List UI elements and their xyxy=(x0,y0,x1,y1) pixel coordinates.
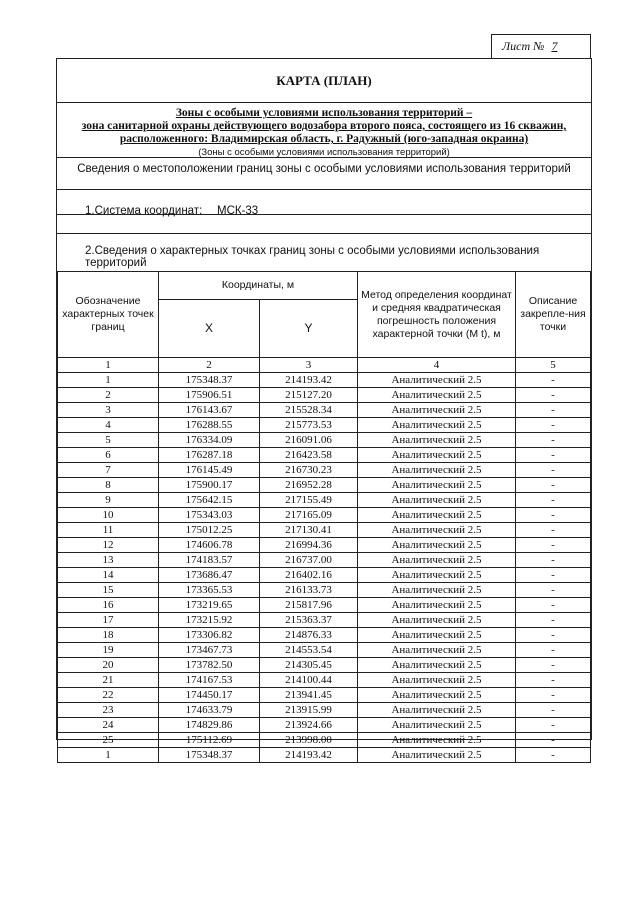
description-cell: - xyxy=(516,748,591,763)
x-coord-cell: 175900.17 xyxy=(159,478,260,493)
zone-line-3: расположенного: Владимирская область, г. Радужный (юго-западная окраина) xyxy=(119,133,529,145)
method-cell: Аналитический 2.5 xyxy=(358,688,516,703)
y-coord-cell: 214305.45 xyxy=(260,658,358,673)
point-id-cell: 6 xyxy=(58,448,159,463)
table-row xyxy=(58,523,591,538)
table-row xyxy=(58,628,591,643)
y-coord-cell: 217130.41 xyxy=(260,523,358,538)
description-cell: - xyxy=(516,673,591,688)
y-coord-cell: 216994.36 xyxy=(260,538,358,553)
table-row xyxy=(58,508,591,523)
point-id-cell: 17 xyxy=(58,613,159,628)
x-coord-cell: 174606.78 xyxy=(159,538,260,553)
y-coord-cell: 214193.42 xyxy=(260,373,358,388)
column-number-cell: 5 xyxy=(516,358,591,373)
x-coord-cell: 174633.79 xyxy=(159,703,260,718)
point-id-cell: 2 xyxy=(58,388,159,403)
point-id-cell: 8 xyxy=(58,478,159,493)
table-row xyxy=(58,433,591,448)
method-cell: Аналитический 2.5 xyxy=(358,718,516,733)
table-row xyxy=(58,748,591,763)
sheet-number: 7 xyxy=(551,39,558,53)
x-coord-cell: 173467.73 xyxy=(159,643,260,658)
method-cell: Аналитический 2.5 xyxy=(358,703,516,718)
x-coord-cell: 174450.17 xyxy=(159,688,260,703)
description-cell: - xyxy=(516,448,591,463)
method-cell: Аналитический 2.5 xyxy=(358,403,516,418)
table-row xyxy=(58,418,591,433)
point-id-cell: 23 xyxy=(58,703,159,718)
description-cell: - xyxy=(516,718,591,733)
method-cell: Аналитический 2.5 xyxy=(358,418,516,433)
point-id-cell: 4 xyxy=(58,418,159,433)
y-coord-cell: 214876.33 xyxy=(260,628,358,643)
method-cell: Аналитический 2.5 xyxy=(358,463,516,478)
method-cell: Аналитический 2.5 xyxy=(358,448,516,463)
header-method: Метод определения координат и средняя квадратическая погрешность положения характерной точки (M t), м xyxy=(358,272,516,358)
page-title: КАРТА (ПЛАН) xyxy=(57,59,591,103)
x-coord-cell: 175012.25 xyxy=(159,523,260,538)
point-id-cell: 11 xyxy=(58,523,159,538)
y-coord-cell: 213941.45 xyxy=(260,688,358,703)
description-cell: - xyxy=(516,523,591,538)
y-coord-cell: 215528.34 xyxy=(260,403,358,418)
method-cell: Аналитический 2.5 xyxy=(358,643,516,658)
x-coord-cell: 174183.57 xyxy=(159,553,260,568)
header-x: X xyxy=(159,300,260,358)
table-row xyxy=(58,478,591,493)
y-coord-cell: 215773.53 xyxy=(260,418,358,433)
x-coord-cell: 176287.18 xyxy=(159,448,260,463)
x-coord-cell: 174829.86 xyxy=(159,718,260,733)
y-coord-cell: 213998.00 xyxy=(260,733,358,748)
column-number-cell: 3 xyxy=(260,358,358,373)
x-coord-cell: 175343.03 xyxy=(159,508,260,523)
point-id-cell: 1 xyxy=(58,748,159,763)
header-coordinates: Координаты, м xyxy=(159,272,358,300)
point-id-cell: 10 xyxy=(58,508,159,523)
description-cell: - xyxy=(516,373,591,388)
column-number-cell: 1 xyxy=(58,358,159,373)
table-row xyxy=(58,643,591,658)
header-description: Описание закрепле-ния точки xyxy=(516,272,591,358)
y-coord-cell: 213924.66 xyxy=(260,718,358,733)
x-coord-cell: 175348.37 xyxy=(159,373,260,388)
x-coord-cell: 173215.92 xyxy=(159,613,260,628)
method-cell: Аналитический 2.5 xyxy=(358,658,516,673)
y-coord-cell: 215127.20 xyxy=(260,388,358,403)
description-cell: - xyxy=(516,418,591,433)
description-cell: - xyxy=(516,583,591,598)
x-coord-cell: 173219.65 xyxy=(159,598,260,613)
description-cell: - xyxy=(516,643,591,658)
zone-description xyxy=(57,103,591,215)
x-coord-cell: 173365.53 xyxy=(159,583,260,598)
table-row xyxy=(58,673,591,688)
point-id-cell: 16 xyxy=(58,598,159,613)
y-coord-cell: 214193.42 xyxy=(260,748,358,763)
point-id-cell: 1 xyxy=(58,373,159,388)
description-cell: - xyxy=(516,598,591,613)
point-id-cell: 12 xyxy=(58,538,159,553)
table-row xyxy=(58,388,591,403)
column-number-cell: 2 xyxy=(159,358,260,373)
divider xyxy=(57,189,591,190)
point-id-cell: 24 xyxy=(58,718,159,733)
x-coord-cell: 175642.15 xyxy=(159,493,260,508)
method-cell: Аналитический 2.5 xyxy=(358,373,516,388)
description-cell: - xyxy=(516,703,591,718)
x-coord-cell: 175348.37 xyxy=(159,748,260,763)
table-row xyxy=(58,598,591,613)
x-coord-cell: 173306.82 xyxy=(159,628,260,643)
table-row xyxy=(58,613,591,628)
point-id-cell: 22 xyxy=(58,688,159,703)
description-cell: - xyxy=(516,733,591,748)
y-coord-cell: 216402.16 xyxy=(260,568,358,583)
table-row xyxy=(58,688,591,703)
method-cell: Аналитический 2.5 xyxy=(358,523,516,538)
description-cell: - xyxy=(516,508,591,523)
x-coord-cell: 176334.09 xyxy=(159,433,260,448)
y-coord-cell: 213915.99 xyxy=(260,703,358,718)
method-cell: Аналитический 2.5 xyxy=(358,553,516,568)
table-row xyxy=(58,718,591,733)
point-id-cell: 5 xyxy=(58,433,159,448)
x-coord-cell: 175906.51 xyxy=(159,388,260,403)
coord-system-value: МСК-33 xyxy=(217,205,259,217)
table-row xyxy=(58,448,591,463)
method-cell: Аналитический 2.5 xyxy=(358,583,516,598)
zone-line-2: зона санитарной охраны действующего водозабора второго пояса, состоящего из 16 скважин, xyxy=(81,120,567,132)
method-cell: Аналитический 2.5 xyxy=(358,613,516,628)
description-cell: - xyxy=(516,403,591,418)
y-coord-cell: 214100.44 xyxy=(260,673,358,688)
y-coord-cell: 216730.23 xyxy=(260,463,358,478)
point-id-cell: 14 xyxy=(58,568,159,583)
description-cell: - xyxy=(516,553,591,568)
table-row xyxy=(58,403,591,418)
x-coord-cell: 173686.47 xyxy=(159,568,260,583)
description-cell: - xyxy=(516,658,591,673)
y-coord-cell: 214553.54 xyxy=(260,643,358,658)
y-coord-cell: 216737.00 xyxy=(260,553,358,568)
point-id-cell: 19 xyxy=(58,643,159,658)
points-table xyxy=(57,271,591,763)
section-1-heading: Сведения о местоположении границ зоны с особыми условиями использования территорий xyxy=(77,163,571,175)
x-coord-cell: 176145.49 xyxy=(159,463,260,478)
coord-system-label: 1.Система координат: xyxy=(85,205,203,217)
method-cell: Аналитический 2.5 xyxy=(358,433,516,448)
x-coord-cell: 174167.53 xyxy=(159,673,260,688)
description-cell: - xyxy=(516,478,591,493)
method-cell: Аналитический 2.5 xyxy=(358,508,516,523)
y-coord-cell: 215363.37 xyxy=(260,613,358,628)
zone-caption: (Зоны с особыми условиями использования территорий) xyxy=(198,147,450,158)
zone-line-1: Зоны с особыми условиями использования территорий – xyxy=(175,107,473,119)
method-cell: Аналитический 2.5 xyxy=(358,733,516,748)
method-cell: Аналитический 2.5 xyxy=(358,673,516,688)
x-coord-cell: 176288.55 xyxy=(159,418,260,433)
y-coord-cell: 216423.58 xyxy=(260,448,358,463)
header-y: Y xyxy=(260,300,358,358)
y-coord-cell: 217155.49 xyxy=(260,493,358,508)
table-row xyxy=(58,463,591,478)
x-coord-cell: 173782.50 xyxy=(159,658,260,673)
table-row xyxy=(58,658,591,673)
divider xyxy=(57,233,591,234)
description-cell: - xyxy=(516,388,591,403)
method-cell: Аналитический 2.5 xyxy=(358,628,516,643)
table-row xyxy=(58,703,591,718)
point-id-cell: 25 xyxy=(58,733,159,748)
document-frame xyxy=(56,58,592,761)
points-table-body xyxy=(58,373,591,763)
divider xyxy=(57,157,591,158)
method-cell: Аналитический 2.5 xyxy=(358,568,516,583)
y-coord-cell: 215817.96 xyxy=(260,598,358,613)
section-2-heading: 2.Сведения о характерных точках границ зоны с особыми условиями использования территорий xyxy=(85,245,540,269)
sheet-number-box xyxy=(491,34,591,58)
sheet-label: Лист № xyxy=(502,39,545,53)
point-id-cell: 3 xyxy=(58,403,159,418)
method-cell: Аналитический 2.5 xyxy=(358,493,516,508)
description-cell: - xyxy=(516,433,591,448)
x-coord-cell: 175112.69 xyxy=(159,733,260,748)
y-coord-cell: 216952.28 xyxy=(260,478,358,493)
point-id-cell: 7 xyxy=(58,463,159,478)
description-cell: - xyxy=(516,688,591,703)
table-row xyxy=(58,733,591,748)
description-cell: - xyxy=(516,568,591,583)
y-coord-cell: 216133.73 xyxy=(260,583,358,598)
description-cell: - xyxy=(516,463,591,478)
description-cell: - xyxy=(516,493,591,508)
table-row xyxy=(58,568,591,583)
y-coord-cell: 217165.09 xyxy=(260,508,358,523)
point-id-cell: 15 xyxy=(58,583,159,598)
method-cell: Аналитический 2.5 xyxy=(358,478,516,493)
y-coord-cell: 216091.06 xyxy=(260,433,358,448)
column-number-cell: 4 xyxy=(358,358,516,373)
table-row xyxy=(58,373,591,388)
table-row xyxy=(58,553,591,568)
point-id-cell: 21 xyxy=(58,673,159,688)
column-number-row xyxy=(58,358,591,373)
description-cell: - xyxy=(516,613,591,628)
method-cell: Аналитический 2.5 xyxy=(358,388,516,403)
x-coord-cell: 176143.67 xyxy=(159,403,260,418)
method-cell: Аналитический 2.5 xyxy=(358,748,516,763)
table-row xyxy=(58,583,591,598)
method-cell: Аналитический 2.5 xyxy=(358,538,516,553)
point-id-cell: 13 xyxy=(58,553,159,568)
method-cell: Аналитический 2.5 xyxy=(358,598,516,613)
point-id-cell: 20 xyxy=(58,658,159,673)
table-row xyxy=(58,493,591,508)
description-cell: - xyxy=(516,628,591,643)
point-id-cell: 9 xyxy=(58,493,159,508)
header-point-designation: Обозначение характерных точек границ xyxy=(58,272,159,358)
point-id-cell: 18 xyxy=(58,628,159,643)
table-row xyxy=(58,538,591,553)
description-cell: - xyxy=(516,538,591,553)
